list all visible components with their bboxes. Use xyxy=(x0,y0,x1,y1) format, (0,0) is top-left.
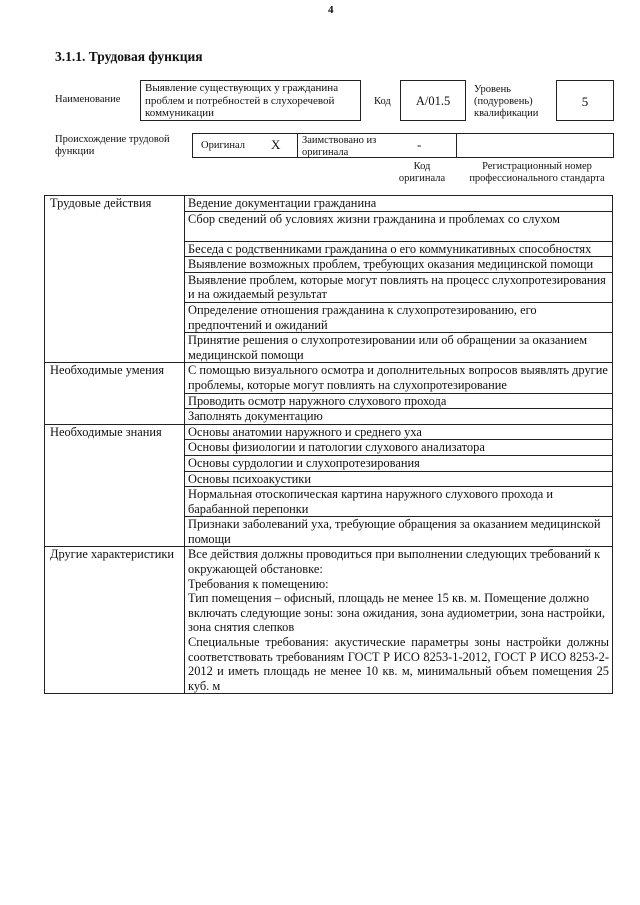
item-cell: Ведение документации гражданина xyxy=(185,196,613,212)
code-label: Код xyxy=(374,96,391,107)
category-cell: Необходимые знания xyxy=(45,424,185,547)
borrowed-label: Заимствовано из оригинала xyxy=(302,135,377,158)
category-cell: Другие характеристики xyxy=(45,547,185,694)
item-cell: Заполнять документацию xyxy=(185,409,613,425)
item-cell: Основы анатомии наружного и среднего уха xyxy=(185,424,613,440)
table-row xyxy=(45,424,613,440)
table-row xyxy=(45,547,613,694)
item-cell xyxy=(185,547,613,694)
item-cell: Основы психоакустики xyxy=(185,471,613,487)
level-label: Уровень (подуровень) квалификации xyxy=(474,84,539,119)
paragraph: Требования к помещению: xyxy=(188,576,329,591)
item-cell: Выявление проблем, которые могут повлиять на процесс слухопротезирования и на ожидаемый результат xyxy=(185,272,613,302)
divider xyxy=(456,134,457,157)
table-row xyxy=(45,363,613,393)
level-value: 5 xyxy=(556,80,614,121)
item-cell: Признаки заболеваний уха, требующие обращения за оказанием медицинской помощи xyxy=(185,517,613,547)
category-cell: Необходимые умения xyxy=(45,363,185,424)
item-cell: Основы физиологии и патологии слухового анализатора xyxy=(185,440,613,456)
item-cell: С помощью визуального осмотра и дополнительных вопросов выявлять другие проблемы, которые могут повлиять на слухопротезирование xyxy=(185,363,613,393)
table-row xyxy=(45,196,613,212)
origin-grid xyxy=(192,133,614,158)
paragraph: Все действия должны проводиться при выполнении следующих требований к окружающей обстановке: xyxy=(188,547,601,577)
category-cell: Трудовые действия xyxy=(45,196,185,363)
code-original-caption: Код оригинала xyxy=(398,161,446,184)
item-cell: Нормальная отоскопическая картина наружного слухового прохода и барабанной перепонки xyxy=(185,487,613,517)
original-label: Оригинал xyxy=(201,140,245,151)
paragraph: Тип помещения – офисный, площадь не менее 15 кв. м. Помещение должно включать следующие зоны: зона ожидания, зона аудиометрии, зона настройки, зона снятия слепков xyxy=(188,591,605,635)
section-title: 3.1.1. Трудовая функция xyxy=(55,49,203,64)
requirements-table xyxy=(44,195,613,694)
code-value: A/01.5 xyxy=(400,80,466,121)
paragraph: Специальные требования: акустические параметры зоны настройки должны соответствовать требованиям ГОСТ Р ИСО 8253-1-2012, ГОСТ Р ИСО 8253-2-2012 и иметь площадь не менее 10 кв. м, минимальный объем помещения 25 куб. м xyxy=(188,635,609,693)
origin-label: Происхождение трудовой функции xyxy=(55,134,170,157)
original-mark: X xyxy=(271,137,281,152)
item-cell: Сбор сведений об условиях жизни гражданина и проблемах со слухом xyxy=(185,211,613,241)
page-number: 4 xyxy=(328,4,334,16)
item-cell: Определение отношения гражданина к слухопротезированию, его предпочтений и ожиданий xyxy=(185,302,613,332)
item-cell: Беседа с родственниками гражданина о его коммуникативных способностях xyxy=(185,241,613,257)
divider xyxy=(297,134,298,157)
name-label: Наименование xyxy=(55,94,121,105)
item-cell: Выявление возможных проблем, требующих оказания медицинской помощи xyxy=(185,257,613,273)
item-cell: Принятие решения о слухопротезировании или об обращении за оказанием медицинской помощи xyxy=(185,333,613,363)
reg-number-caption: Регистрационный номер профессионального стандарта xyxy=(469,161,605,184)
item-cell: Основы сурдологии и слухопротезирования xyxy=(185,455,613,471)
name-value: Выявление существующих у гражданина проблем и потребностей в слухоречевой коммуникации xyxy=(140,80,361,121)
dash-mark: - xyxy=(417,137,422,152)
item-cell: Проводить осмотр наружного слухового прохода xyxy=(185,393,613,409)
